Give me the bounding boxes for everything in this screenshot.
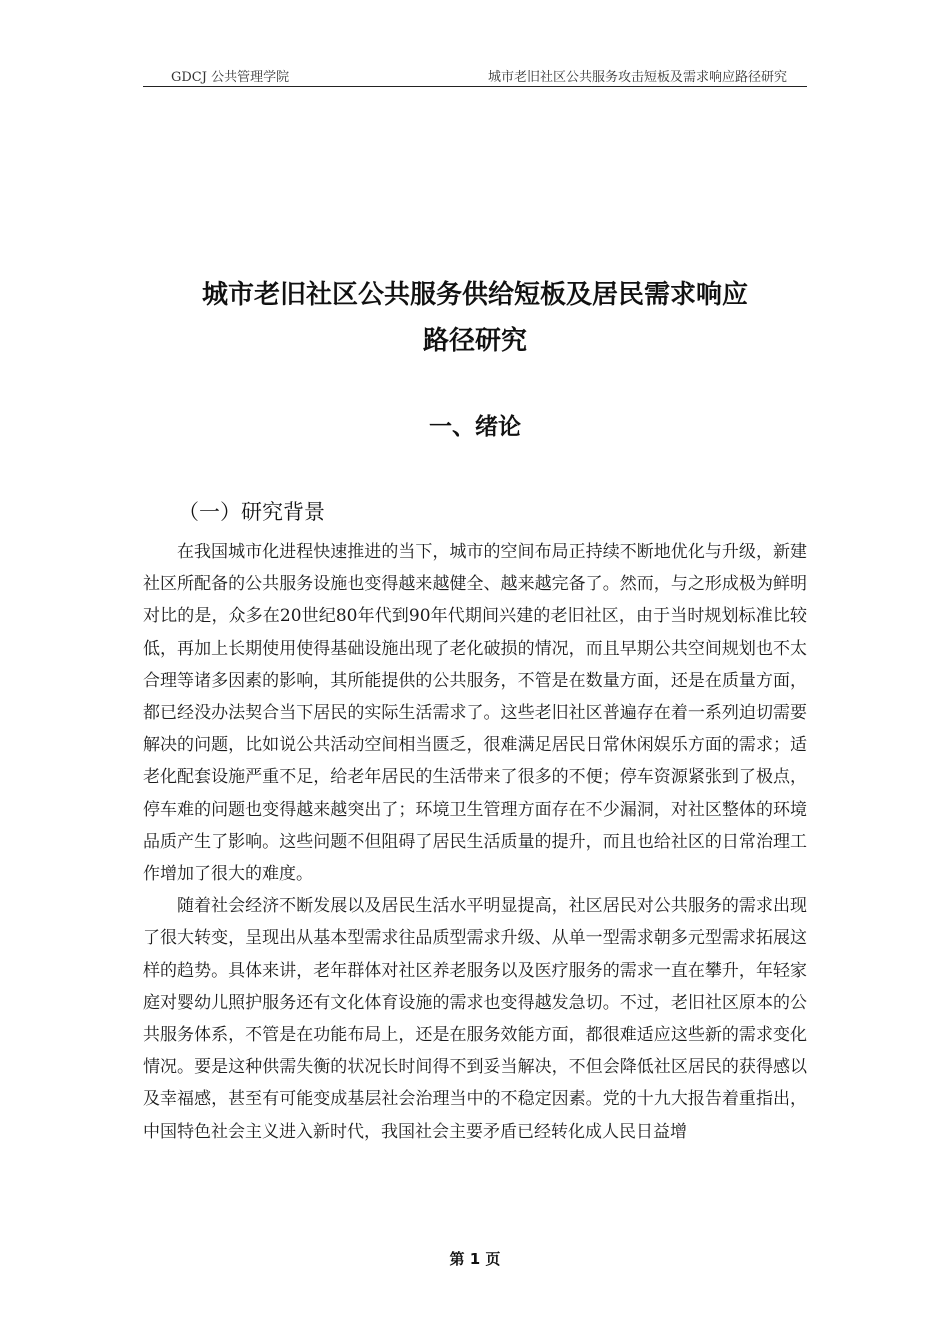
document-title-line-1: 城市老旧社区公共服务供给短板及居民需求响应 — [201, 280, 748, 310]
document-title — [143, 272, 807, 364]
paragraph: 在我国城市化进程快速推进的当下，城市的空间布局正持续不断地优化与升级，新建社区所配备的公共服务设施也变得越来越健全、越来越完备了。然而，与之形成极为鲜明对比的是，众多在20世纪80年代到90年代期间兴建的老旧社区，由于当时规划标准比较低，再加上长期使用使得基础设施出现了老化破损的情况，而且早期公共空间规划也不太合理等诸多因素的影响，其所能提供的公共服务，不管是在数量方面，还是在质量方面，都已经没办法契合当下居民的实际生活需求了。这些老旧社区普遍存在着一系列迫切需要解决的问题，比如说公共活动空间相当匮乏，很难满足居民日常休闲娱乐方面的需求；适老化配套设施严重不足，给老年居民的生活带来了很多的不便；停车资源紧张到了极点，停车难的问题也变得越来越突出了；环境卫生管理方面存在不少漏洞，对社区整体的环境品质产生了影响。这些问题不但阻碍了居民生活质量的提升，而且也给社区的日常治理工作增加了很大的难度。 — [143, 542, 807, 885]
body-text — [143, 536, 807, 1148]
subsection-heading: （一）研究背景 — [178, 500, 325, 524]
paragraph: 随着社会经济不断发展以及居民生活水平明显提高，社区居民对公共服务的需求出现了很大转变，呈现出从基本型需求往品质型需求升级、从单一型需求朝多元型需求拓展这样的趋势。具体来讲，老年群体对社区养老服务以及医疗服务的需求一直在攀升，年轻家庭对婴幼儿照护服务还有文化体育设施的需求也变得越发急切。不过，老旧社区原本的公共服务体系，不管是在功能布局上，还是在服务效能方面，都很难适应这些新的需求变化情况。要是这种供需失衡的状况长时间得不到妥当解决，不但会降低社区居民的获得感以及幸福感，甚至有可能变成基层社会治理当中的不稳定因素。党的十九大报告着重指出，中国特色社会主义进入新时代，我国社会主要矛盾已经转化成人民日益增 — [143, 896, 807, 1142]
document-title-line-2: 路径研究 — [422, 326, 527, 356]
page-number: 第 1 页 — [449, 1250, 501, 1268]
section-heading: 一、绪论 — [429, 414, 521, 440]
page-header — [143, 66, 807, 87]
header-institution: GDCJ 公共管理学院 — [171, 70, 290, 85]
header-running-title: 城市老旧社区公共服务攻击短板及需求响应路径研究 — [487, 70, 787, 85]
